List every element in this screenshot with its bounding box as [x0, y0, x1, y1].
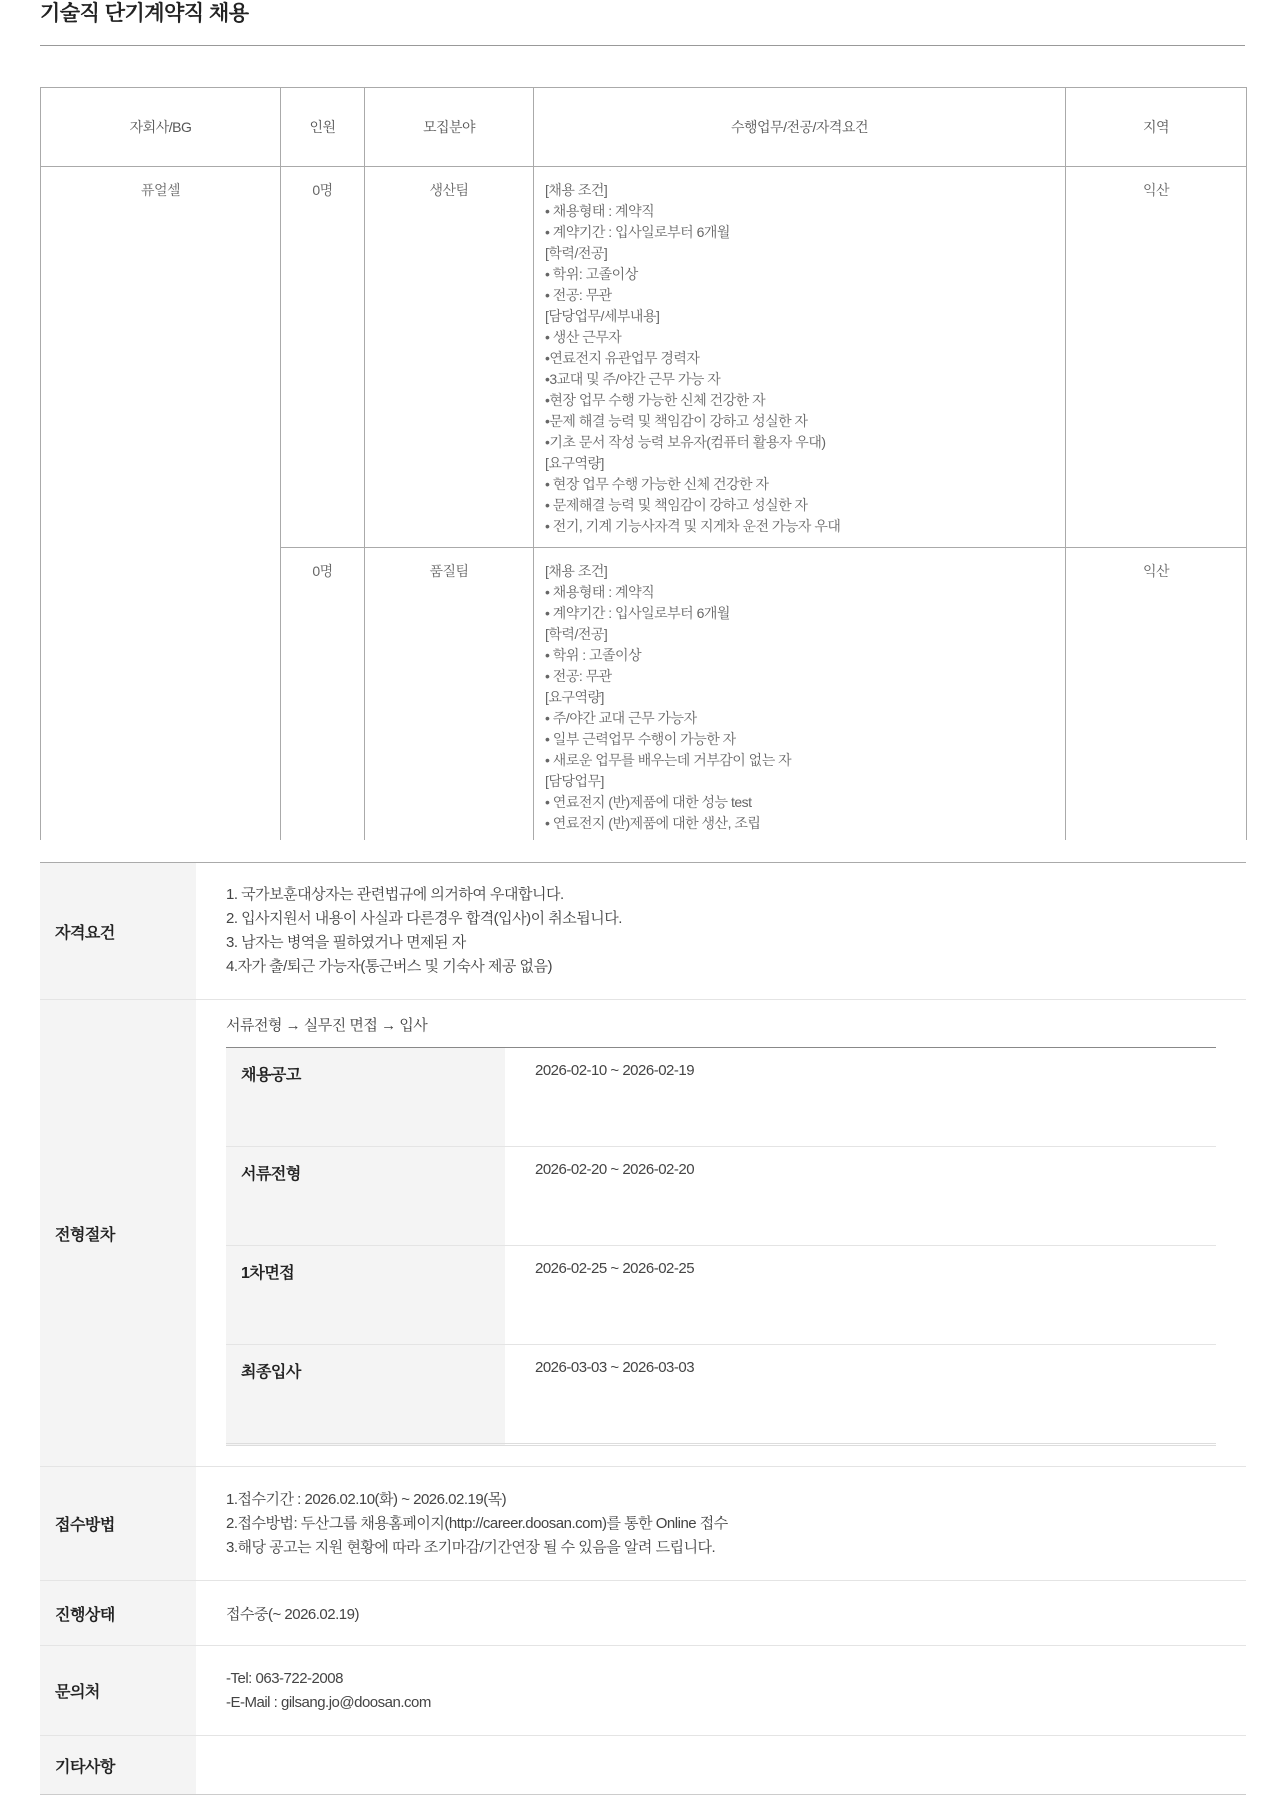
- duty-line: • 전공: 무관: [545, 287, 612, 303]
- duty-line: • 생산 근무자: [545, 329, 622, 345]
- field-cell: 품질팀: [365, 548, 534, 841]
- contact-label: 문의처: [40, 1646, 196, 1736]
- apply-label: 접수방법: [40, 1467, 196, 1581]
- duty-line: • 학위: 고졸이상: [545, 266, 638, 282]
- duty-line: • 현장 업무 수행 가능한 신체 건강한 자: [545, 476, 769, 492]
- duty-line: •연료전지 유관업무 경력자: [545, 350, 700, 366]
- duty-line: • 새로운 업무를 배우는데 거부감이 없는 자: [545, 752, 792, 768]
- duty-line: [요구역량]: [545, 455, 604, 471]
- duty-line: [채용 조건]: [545, 563, 608, 579]
- job-info-table: [40, 862, 1246, 1795]
- duty-line: [요구역량]: [545, 689, 604, 705]
- contact-email: -E-Mail : gilsang.jo@doosan.com: [226, 1693, 431, 1711]
- duty-line: •현장 업무 수행 가능한 신체 건강한 자: [545, 392, 766, 408]
- header-company: 자회사/BG: [41, 88, 281, 167]
- duty-line: •문제 해결 능력 및 책임감이 강하고 성실한 자: [545, 413, 808, 429]
- qualification-label: 자격요건: [40, 863, 196, 1000]
- duty-line: •3교대 및 주/야간 근무 가능 자: [545, 371, 721, 387]
- process-row: [40, 1000, 1246, 1467]
- etc-label: 기타사항: [40, 1736, 196, 1795]
- etc-value: [196, 1736, 1246, 1795]
- status-label: 진행상태: [40, 1581, 196, 1646]
- step-date: 2026-02-10 ~ 2026-02-19: [505, 1048, 1216, 1147]
- contact-row: [40, 1646, 1246, 1736]
- page-title: 기술직 단기계약직 채용: [40, 2, 249, 25]
- qualification-line: 4.자가 출/퇴근 가능자(통근버스 및 기숙사 제공 없음): [226, 958, 552, 975]
- apply-line: 3.해당 공고는 지원 현황에 따라 조기마감/기간연장 될 수 있음을 알려 드립니다.: [226, 1538, 716, 1556]
- apply-row: [40, 1467, 1246, 1581]
- step-name: 서류전형: [226, 1147, 505, 1246]
- contact-phone: -Tel: 063-722-2008: [226, 1669, 343, 1687]
- qualification-row: [40, 863, 1246, 1000]
- status-row: [40, 1581, 1246, 1646]
- duty-line: • 전기, 기계 기능사자격 및 지게차 운전 가능자 우대: [545, 518, 841, 534]
- step-date: 2026-02-25 ~ 2026-02-25: [505, 1246, 1216, 1345]
- headcount-cell: 0명: [281, 167, 365, 548]
- recruitment-header-row: [41, 88, 1247, 167]
- header-headcount: 인원: [281, 88, 365, 167]
- duty-line: • 문제해결 능력 및 책임감이 강하고 성실한 자: [545, 497, 808, 513]
- duty-line: • 연료전지 (반)제품에 대한 생산, 조립: [545, 815, 761, 831]
- qualification-line: 3. 남자는 병역을 필하였거나 면제된 자: [226, 934, 466, 951]
- status-value: 접수중(~ 2026.02.19): [196, 1581, 1246, 1646]
- title-divider: [40, 45, 1245, 46]
- contact-content: [196, 1646, 1246, 1736]
- apply-line: 1.접수기간 : 2026.02.10(화) ~ 2026.02.19(목): [226, 1490, 507, 1508]
- duty-line: [채용 조건]: [545, 182, 608, 198]
- etc-row: [40, 1736, 1246, 1795]
- duty-line: •기초 문서 작성 능력 보유자(컴퓨터 활용자 우대): [545, 434, 826, 450]
- header-duties: 수행업무/전공/자격요건: [534, 88, 1066, 167]
- process-step: [226, 1147, 1216, 1246]
- duty-line: [학력/전공]: [545, 626, 608, 642]
- duty-line: [담당업무]: [545, 773, 604, 789]
- process-content: [196, 1000, 1246, 1467]
- process-step: [226, 1246, 1216, 1345]
- header-region: 지역: [1066, 88, 1247, 167]
- process-steps-table: [226, 1047, 1216, 1446]
- duty-line: [담당업무/세부내용]: [545, 308, 660, 324]
- duty-line: • 계약기간 : 입사일로부터 6개월: [545, 224, 730, 240]
- region-cell: 익산: [1066, 167, 1247, 548]
- step-name: 1차면접: [226, 1246, 505, 1345]
- qualification-line: 1. 국가보훈대상자는 관련법규에 의거하여 우대합니다.: [226, 886, 564, 903]
- duty-line: • 연료전지 (반)제품에 대한 성능 test: [545, 794, 752, 810]
- table-row: [41, 167, 1247, 548]
- header-field: 모집분야: [365, 88, 534, 167]
- step-date: 2026-02-20 ~ 2026-02-20: [505, 1147, 1216, 1246]
- process-step: [226, 1048, 1216, 1147]
- step-date: 2026-03-03 ~ 2026-03-03: [535, 1359, 695, 1376]
- duty-line: • 계약기간 : 입사일로부터 6개월: [545, 605, 730, 621]
- duty-line: • 학위 : 고졸이상: [545, 647, 642, 663]
- duty-line: [학력/전공]: [545, 245, 608, 261]
- company-cell: 퓨얼셀: [41, 167, 281, 841]
- apply-line: 2.접수방법: 두산그룹 채용홈페이지(http://career.doosan.com)를 통한 Online 접수: [226, 1514, 728, 1532]
- region-cell: 익산: [1066, 548, 1247, 841]
- duties-cell: [534, 548, 1066, 841]
- duty-line: • 일부 근력업무 수행이 가능한 자: [545, 731, 736, 747]
- qualification-line: 2. 입사지원서 내용이 사실과 다른경우 합격(입사)이 취소됩니다.: [226, 910, 622, 927]
- duty-line: • 채용형태 : 계약직: [545, 203, 655, 219]
- step-name: 채용공고: [226, 1048, 505, 1147]
- qualification-content: [196, 863, 1246, 1000]
- duty-line: • 전공: 무관: [545, 668, 612, 684]
- process-flow: 서류전형 → 실무진 면접 → 입사: [226, 1017, 428, 1034]
- duty-line: • 채용형태 : 계약직: [545, 584, 655, 600]
- apply-content: [196, 1467, 1246, 1581]
- process-step: [226, 1345, 1216, 1445]
- step-name: 최종입사: [226, 1345, 505, 1445]
- duties-cell: [534, 167, 1066, 548]
- headcount-cell: 0명: [281, 548, 365, 841]
- field-cell: 생산팀: [365, 167, 534, 548]
- recruitment-table: [40, 87, 1247, 840]
- process-label: 전형절차: [40, 1000, 196, 1467]
- duty-line: • 주/야간 교대 근무 가능자: [545, 710, 697, 726]
